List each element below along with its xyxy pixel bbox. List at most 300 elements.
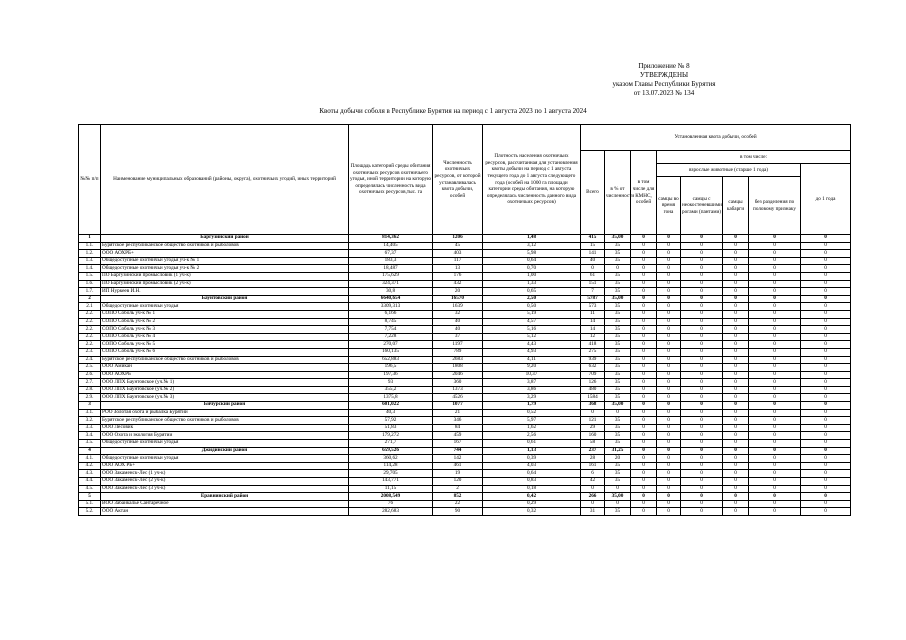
table-row (79, 417, 851, 425)
approval-block (554, 62, 774, 98)
row-name-cell: ООО ЛПХ Баунтовское (уч.№ 2) (101, 386, 349, 394)
table-cell: 0 (657, 303, 681, 311)
header-name: Наименование муниципальных образований (районы, округа), охотничьих угодий, иных территорий (101, 125, 349, 235)
table-cell: 0 (681, 440, 723, 448)
row-name-cell: ВОО Забайкалье Сантаречное (101, 500, 349, 508)
table-row (79, 333, 851, 341)
table-cell: 270,07 (349, 341, 433, 349)
table-row (79, 371, 851, 379)
table-cell: 0 (681, 462, 723, 470)
table-cell: 2.6. (79, 371, 101, 379)
table-cell: 0 (801, 310, 851, 318)
table-cell: 432 (433, 280, 483, 288)
table-cell: 175,629 (349, 272, 433, 280)
table-cell: 1.2. (79, 250, 101, 258)
table-cell: 744 (433, 447, 483, 455)
row-name-cell: ПО Баргузинский промысловик (1 уч-к) (101, 272, 349, 280)
table-cell: 939 (581, 356, 605, 364)
table-cell: 0 (749, 455, 801, 463)
table-cell: 0 (581, 265, 605, 273)
table-cell: 0,64 (483, 257, 581, 265)
table-cell: 0 (581, 409, 605, 417)
table-cell: 0 (723, 508, 749, 516)
table-cell: 0,65 (483, 288, 581, 296)
table-cell: 0 (681, 333, 723, 341)
table-cell: 0 (749, 257, 801, 265)
table-cell: 9,20 (483, 364, 581, 372)
table-cell: 0 (723, 333, 749, 341)
table-cell: 1197 (433, 341, 483, 349)
table-cell: 0 (681, 318, 723, 326)
table-cell: 11 (581, 310, 605, 318)
table-cell: 5 (79, 493, 101, 501)
table-cell: 0 (681, 478, 723, 486)
table-cell: 0 (801, 493, 851, 501)
table-row (79, 272, 851, 280)
table-row (79, 288, 851, 296)
table-cell: 0 (631, 303, 657, 311)
table-cell: 0,42 (483, 493, 581, 501)
table-cell: 35,00 (605, 295, 631, 303)
table-cell: 0 (657, 333, 681, 341)
table-cell: 1373 (433, 386, 483, 394)
table-row (79, 432, 851, 440)
table-cell: 2.2. (79, 318, 101, 326)
table-cell: 0 (657, 341, 681, 349)
table-cell: 10,37 (483, 371, 581, 379)
table-cell: 0 (657, 326, 681, 334)
row-name-cell: Баргузинский район (101, 235, 349, 243)
table-cell: 35,00 (605, 402, 631, 410)
table-cell: 418 (581, 341, 605, 349)
header-females: самцы с неокостеневшими рогами (пантами) (681, 177, 723, 235)
table-cell: 61 (581, 272, 605, 280)
table-cell: 35 (605, 417, 631, 425)
header-total: Всего (581, 151, 605, 235)
table-cell: 0 (723, 455, 749, 463)
table-cell: 0 (801, 447, 851, 455)
table-row (79, 318, 851, 326)
table-cell: 0 (749, 303, 801, 311)
table-cell: 0 (631, 242, 657, 250)
row-name-cell: Баунтовский район (101, 295, 349, 303)
table-cell: 0 (801, 409, 851, 417)
table-cell: 368 (581, 402, 605, 410)
header-pct: в % от численности (605, 151, 631, 235)
table-cell: 0 (657, 235, 681, 243)
table-cell: 0 (723, 364, 749, 372)
table-cell: 282,683 (349, 508, 433, 516)
table-cell: 0 (749, 417, 801, 425)
table-cell: 0 (657, 265, 681, 273)
table-cell: 0 (723, 440, 749, 448)
table-cell: 360 (433, 379, 483, 387)
row-name-cell: СОПО Соболь уч-к № 5 (101, 341, 349, 349)
table-cell: 3.4. (79, 432, 101, 440)
table-cell: 0 (631, 272, 657, 280)
table-cell: 0 (657, 470, 681, 478)
row-name-cell: ООО Закаменск-Лес (3 уч-к) (101, 485, 349, 493)
table-cell: 0 (681, 402, 723, 410)
table-cell: 2683 (433, 356, 483, 364)
table-cell: 0 (801, 326, 851, 334)
table-cell: 1206 (433, 235, 483, 243)
table-cell: 0 (723, 478, 749, 486)
table-cell: 11,15 (349, 485, 433, 493)
table-cell: 4.4. (79, 478, 101, 486)
table-cell: 0 (631, 424, 657, 432)
row-name-cell: Общедоступные охотничьи угодья (101, 303, 349, 311)
table-cell: 30,8 (349, 288, 433, 296)
table-cell: 4,43 (483, 341, 581, 349)
table-cell: 0 (749, 386, 801, 394)
table-cell: 29,705 (349, 470, 433, 478)
table-row (79, 326, 851, 334)
table-cell: 0 (657, 356, 681, 364)
table-cell: 13 (433, 265, 483, 273)
table-cell: 360,62 (349, 455, 433, 463)
table-cell: 0 (723, 402, 749, 410)
table-cell: 160 (581, 432, 605, 440)
table-cell: 0 (749, 364, 801, 372)
table-cell: 0 (723, 379, 749, 387)
table-cell: 1.1. (79, 242, 101, 250)
table-cell: 0 (657, 409, 681, 417)
table-cell: 6 (581, 470, 605, 478)
table-cell: 0 (657, 250, 681, 258)
table-cell: 0 (681, 417, 723, 425)
table-cell: 0 (631, 295, 657, 303)
table-cell: 0 (631, 508, 657, 516)
table-row (79, 235, 851, 243)
table-cell: 40 (433, 326, 483, 334)
table-cell: 0,18 (483, 485, 581, 493)
table-cell: 0 (801, 508, 851, 516)
table-cell: 35,00 (605, 235, 631, 243)
table-cell: 0 (657, 478, 681, 486)
table-cell: 2.2. (79, 341, 101, 349)
table-cell: 18,487 (349, 265, 433, 273)
table-row (79, 356, 851, 364)
table-cell: 0 (749, 508, 801, 516)
table-cell: 0 (723, 280, 749, 288)
table-cell: 0 (681, 272, 723, 280)
table-cell: 0 (631, 348, 657, 356)
table-cell: 5.1. (79, 500, 101, 508)
table-cell: 0 (657, 424, 681, 432)
table-cell: 0 (657, 295, 681, 303)
table-cell: 1,79 (483, 402, 581, 410)
table-cell: 160,135 (349, 348, 433, 356)
row-name-cell: ООО Амикан (101, 364, 349, 372)
table-cell: 0 (681, 447, 723, 455)
table-cell: 0 (631, 440, 657, 448)
table-row (79, 508, 851, 516)
table-cell: 14 (581, 318, 605, 326)
table-cell: 0 (657, 417, 681, 425)
row-name-cell: Еравнинский район (101, 493, 349, 501)
table-cell: 0 (681, 394, 723, 402)
table-cell: 16570 (433, 295, 483, 303)
table-cell: 0 (723, 356, 749, 364)
table-cell: 2.7. (79, 379, 101, 387)
table-cell: 126 (581, 379, 605, 387)
table-cell: 0 (801, 394, 851, 402)
table-cell: 0,83 (483, 478, 581, 486)
table-cell: 57,92 (349, 417, 433, 425)
table-cell: 0 (681, 265, 723, 273)
table-cell: 35 (605, 440, 631, 448)
table-cell: 2.2. (79, 326, 101, 334)
table-cell: 0,61 (483, 440, 581, 448)
table-cell: 0 (681, 371, 723, 379)
table-cell: 0 (681, 235, 723, 243)
row-name-cell: Общедоступные охотничьи угодья уч-к № 1 (101, 257, 349, 265)
table-cell: 0,32 (483, 508, 581, 516)
row-name-cell: СОПО Соболь уч-к № 4 (101, 333, 349, 341)
table-cell: 4.2. (79, 462, 101, 470)
table-cell: 90 (433, 508, 483, 516)
table-cell: 0 (657, 447, 681, 455)
table-cell: 0 (631, 288, 657, 296)
approval-appendix: Приложение № 8 (638, 62, 690, 70)
row-name-cell: ООО ЛПХ Баунтовское (уч.№ 3) (101, 394, 349, 402)
row-name-cell: РОО Золотая охота и рыбалка Бурятии (101, 409, 349, 417)
table-cell: 0 (681, 310, 723, 318)
table-cell: 0 (749, 485, 801, 493)
table-cell: 0 (681, 379, 723, 387)
table-cell: 0 (657, 257, 681, 265)
table-cell: 35 (605, 326, 631, 334)
table-cell: 2,56 (483, 432, 581, 440)
table-cell: 0 (631, 493, 657, 501)
table-cell: 0 (657, 462, 681, 470)
table-cell: 179,272 (349, 432, 433, 440)
table-cell: 852 (433, 493, 483, 501)
table-row (79, 348, 851, 356)
header-density: Плотность населения охотничьих ресурсов, рассчитанная для установления квоты добычи на период с 1 августа текущего года до 1 августа следующего года (особей на 1000 га площади категории среды обитания, на которую определялась численность данного вида охотничьих ресурсов) (483, 125, 581, 235)
table-cell: 0 (723, 424, 749, 432)
table-cell: 0 (605, 409, 631, 417)
row-name-cell: Общедоступные охотничьи угодья уч-к № 2 (101, 265, 349, 273)
table-cell: 0 (749, 500, 801, 508)
header-quota-group: Установленная квота добычи, особей (581, 125, 851, 151)
table-cell: 0 (801, 462, 851, 470)
header-males: самцы во время гона (657, 177, 681, 235)
table-cell: 0 (749, 272, 801, 280)
table-cell: 176 (433, 272, 483, 280)
table-row (79, 341, 851, 349)
table-cell: 0 (605, 265, 631, 273)
table-row (79, 364, 851, 372)
table-cell: 0 (681, 432, 723, 440)
table-cell: 121 (581, 417, 605, 425)
table-cell: 0 (801, 500, 851, 508)
table-cell: 0 (631, 500, 657, 508)
table-cell: 0 (723, 310, 749, 318)
table-cell: 0 (749, 402, 801, 410)
table-cell: 0 (631, 356, 657, 364)
table-cell: 3,86 (483, 386, 581, 394)
table-cell: 0 (749, 440, 801, 448)
table-cell: 0 (749, 348, 801, 356)
table-row (79, 402, 851, 410)
row-name-cell: ООО АОХ РБ+ (101, 462, 349, 470)
table-cell: 183,3 (349, 257, 433, 265)
table-cell: 5,19 (483, 310, 581, 318)
table-cell: 0 (749, 462, 801, 470)
header-count: Численность охотничьих ресурсов, от которой устанавливалась квота добычи, особей (433, 125, 483, 235)
table-cell: 35 (605, 478, 631, 486)
table-cell: 0 (801, 341, 851, 349)
row-name-cell: СОПО Соболь уч-к № 3 (101, 326, 349, 334)
table-cell: 0 (801, 432, 851, 440)
table-cell: 14,405 (349, 242, 433, 250)
table-cell: 0 (631, 235, 657, 243)
table-cell: 0 (801, 257, 851, 265)
table-cell: 3.1. (79, 409, 101, 417)
table-cell: 0 (681, 455, 723, 463)
table-cell: 0 (749, 280, 801, 288)
table-cell: 0 (657, 242, 681, 250)
row-name-cell: Общедоступные охотничьи угодья (101, 455, 349, 463)
row-name-cell: ПО Баргузинский промысловик (2 уч-к) (101, 280, 349, 288)
table-cell: 0 (723, 250, 749, 258)
table-cell: 1.6. (79, 280, 101, 288)
table-cell: 0 (801, 424, 851, 432)
table-cell: 35 (605, 310, 631, 318)
table-cell: 0 (749, 250, 801, 258)
table-cell: 141 (581, 250, 605, 258)
table-cell: 0 (749, 295, 801, 303)
table-cell: 0 (657, 402, 681, 410)
table-cell: 35 (605, 364, 631, 372)
table-cell: 324,371 (349, 280, 433, 288)
table-cell: 0 (631, 326, 657, 334)
table-cell: 37 (433, 333, 483, 341)
table-cell: 415 (581, 235, 605, 243)
table-cell: 0 (657, 394, 681, 402)
table-cell: 0 (801, 478, 851, 486)
table-cell: 4,03 (483, 462, 581, 470)
table-cell: 1,33 (483, 280, 581, 288)
table-cell: 0 (681, 356, 723, 364)
table-cell: 0 (681, 242, 723, 250)
table-cell: 35 (605, 470, 631, 478)
table-cell: 2,50 (483, 295, 581, 303)
table-cell: 0 (723, 432, 749, 440)
table-cell: 0 (631, 455, 657, 463)
table-cell: 2.8. (79, 386, 101, 394)
table-cell: 0 (749, 447, 801, 455)
table-cell: 0 (749, 371, 801, 379)
table-cell: 35 (605, 288, 631, 296)
table-row (79, 455, 851, 463)
table-cell: 0 (631, 394, 657, 402)
table-cell: 1 (79, 235, 101, 243)
table-cell: 2.1 (79, 303, 101, 311)
table-cell: 35 (605, 379, 631, 387)
header-kmns: в том числе для КМНС, особей (631, 151, 657, 235)
table-cell: 0 (801, 379, 851, 387)
table-cell: 0 (631, 341, 657, 349)
table-row (79, 257, 851, 265)
table-cell: 2.9. (79, 394, 101, 402)
table-cell: 0 (681, 303, 723, 311)
table-cell: 1,48 (483, 235, 581, 243)
table-cell: 0 (631, 280, 657, 288)
table-cell: 0,29 (483, 500, 581, 508)
table-cell: 0 (801, 242, 851, 250)
table-cell: 4.1. (79, 455, 101, 463)
table-cell: 0 (681, 364, 723, 372)
table-cell: 35 (605, 394, 631, 402)
table-cell: 3,12 (483, 242, 581, 250)
table-row (79, 424, 851, 432)
table-cell: 0 (681, 250, 723, 258)
row-name-cell: ООО АОХРБ (101, 371, 349, 379)
table-cell: 2.3. (79, 348, 101, 356)
row-name-cell: ООО Актан (101, 508, 349, 516)
table-cell: 0 (801, 455, 851, 463)
table-cell: 1639 (433, 303, 483, 311)
table-cell: 0 (605, 500, 631, 508)
table-cell: 601,022 (349, 402, 433, 410)
table-cell: 1808 (433, 364, 483, 372)
table-cell: 0 (749, 288, 801, 296)
table-row (79, 295, 851, 303)
table-cell: 0 (681, 409, 723, 417)
table-cell: 0 (681, 424, 723, 432)
table-cell: 0 (723, 235, 749, 243)
table-cell: 0 (801, 485, 851, 493)
table-cell: 1,13 (483, 447, 581, 455)
table-cell: 29 (581, 424, 605, 432)
table-cell: 0 (723, 288, 749, 296)
table-cell: 35 (605, 462, 631, 470)
table-cell: 0 (681, 386, 723, 394)
table-cell: 5,16 (483, 326, 581, 334)
table-cell: 3,87 (483, 379, 581, 387)
table-cell: 0 (681, 508, 723, 516)
table-cell: 0 (749, 265, 801, 273)
table-cell: 0 (581, 500, 605, 508)
table-cell: 58 (581, 440, 605, 448)
table-cell: 19 (433, 470, 483, 478)
table-cell: 0,52 (483, 409, 581, 417)
table-cell: 5787 (581, 295, 605, 303)
header-females2: самцы кабарги (723, 177, 749, 235)
table-cell: 31 (581, 508, 605, 516)
table-cell: 0 (801, 250, 851, 258)
table-cell: 3.5. (79, 440, 101, 448)
table-cell: 0 (723, 326, 749, 334)
table-cell: 197,36 (349, 371, 433, 379)
table-row (79, 470, 851, 478)
table-cell: 1,62 (483, 424, 581, 432)
table-cell: 0 (681, 295, 723, 303)
table-cell: 0 (631, 470, 657, 478)
table-cell: 35 (605, 333, 631, 341)
table-row (79, 379, 851, 387)
table-cell: 659,526 (349, 447, 433, 455)
table-cell: 1.4. (79, 265, 101, 273)
table-cell: 35 (605, 257, 631, 265)
table-row (79, 310, 851, 318)
table-cell: 0 (749, 493, 801, 501)
row-name-cell: Бурятское республиканское общество охотников и рыболовов (101, 356, 349, 364)
table-cell: 120 (433, 478, 483, 486)
